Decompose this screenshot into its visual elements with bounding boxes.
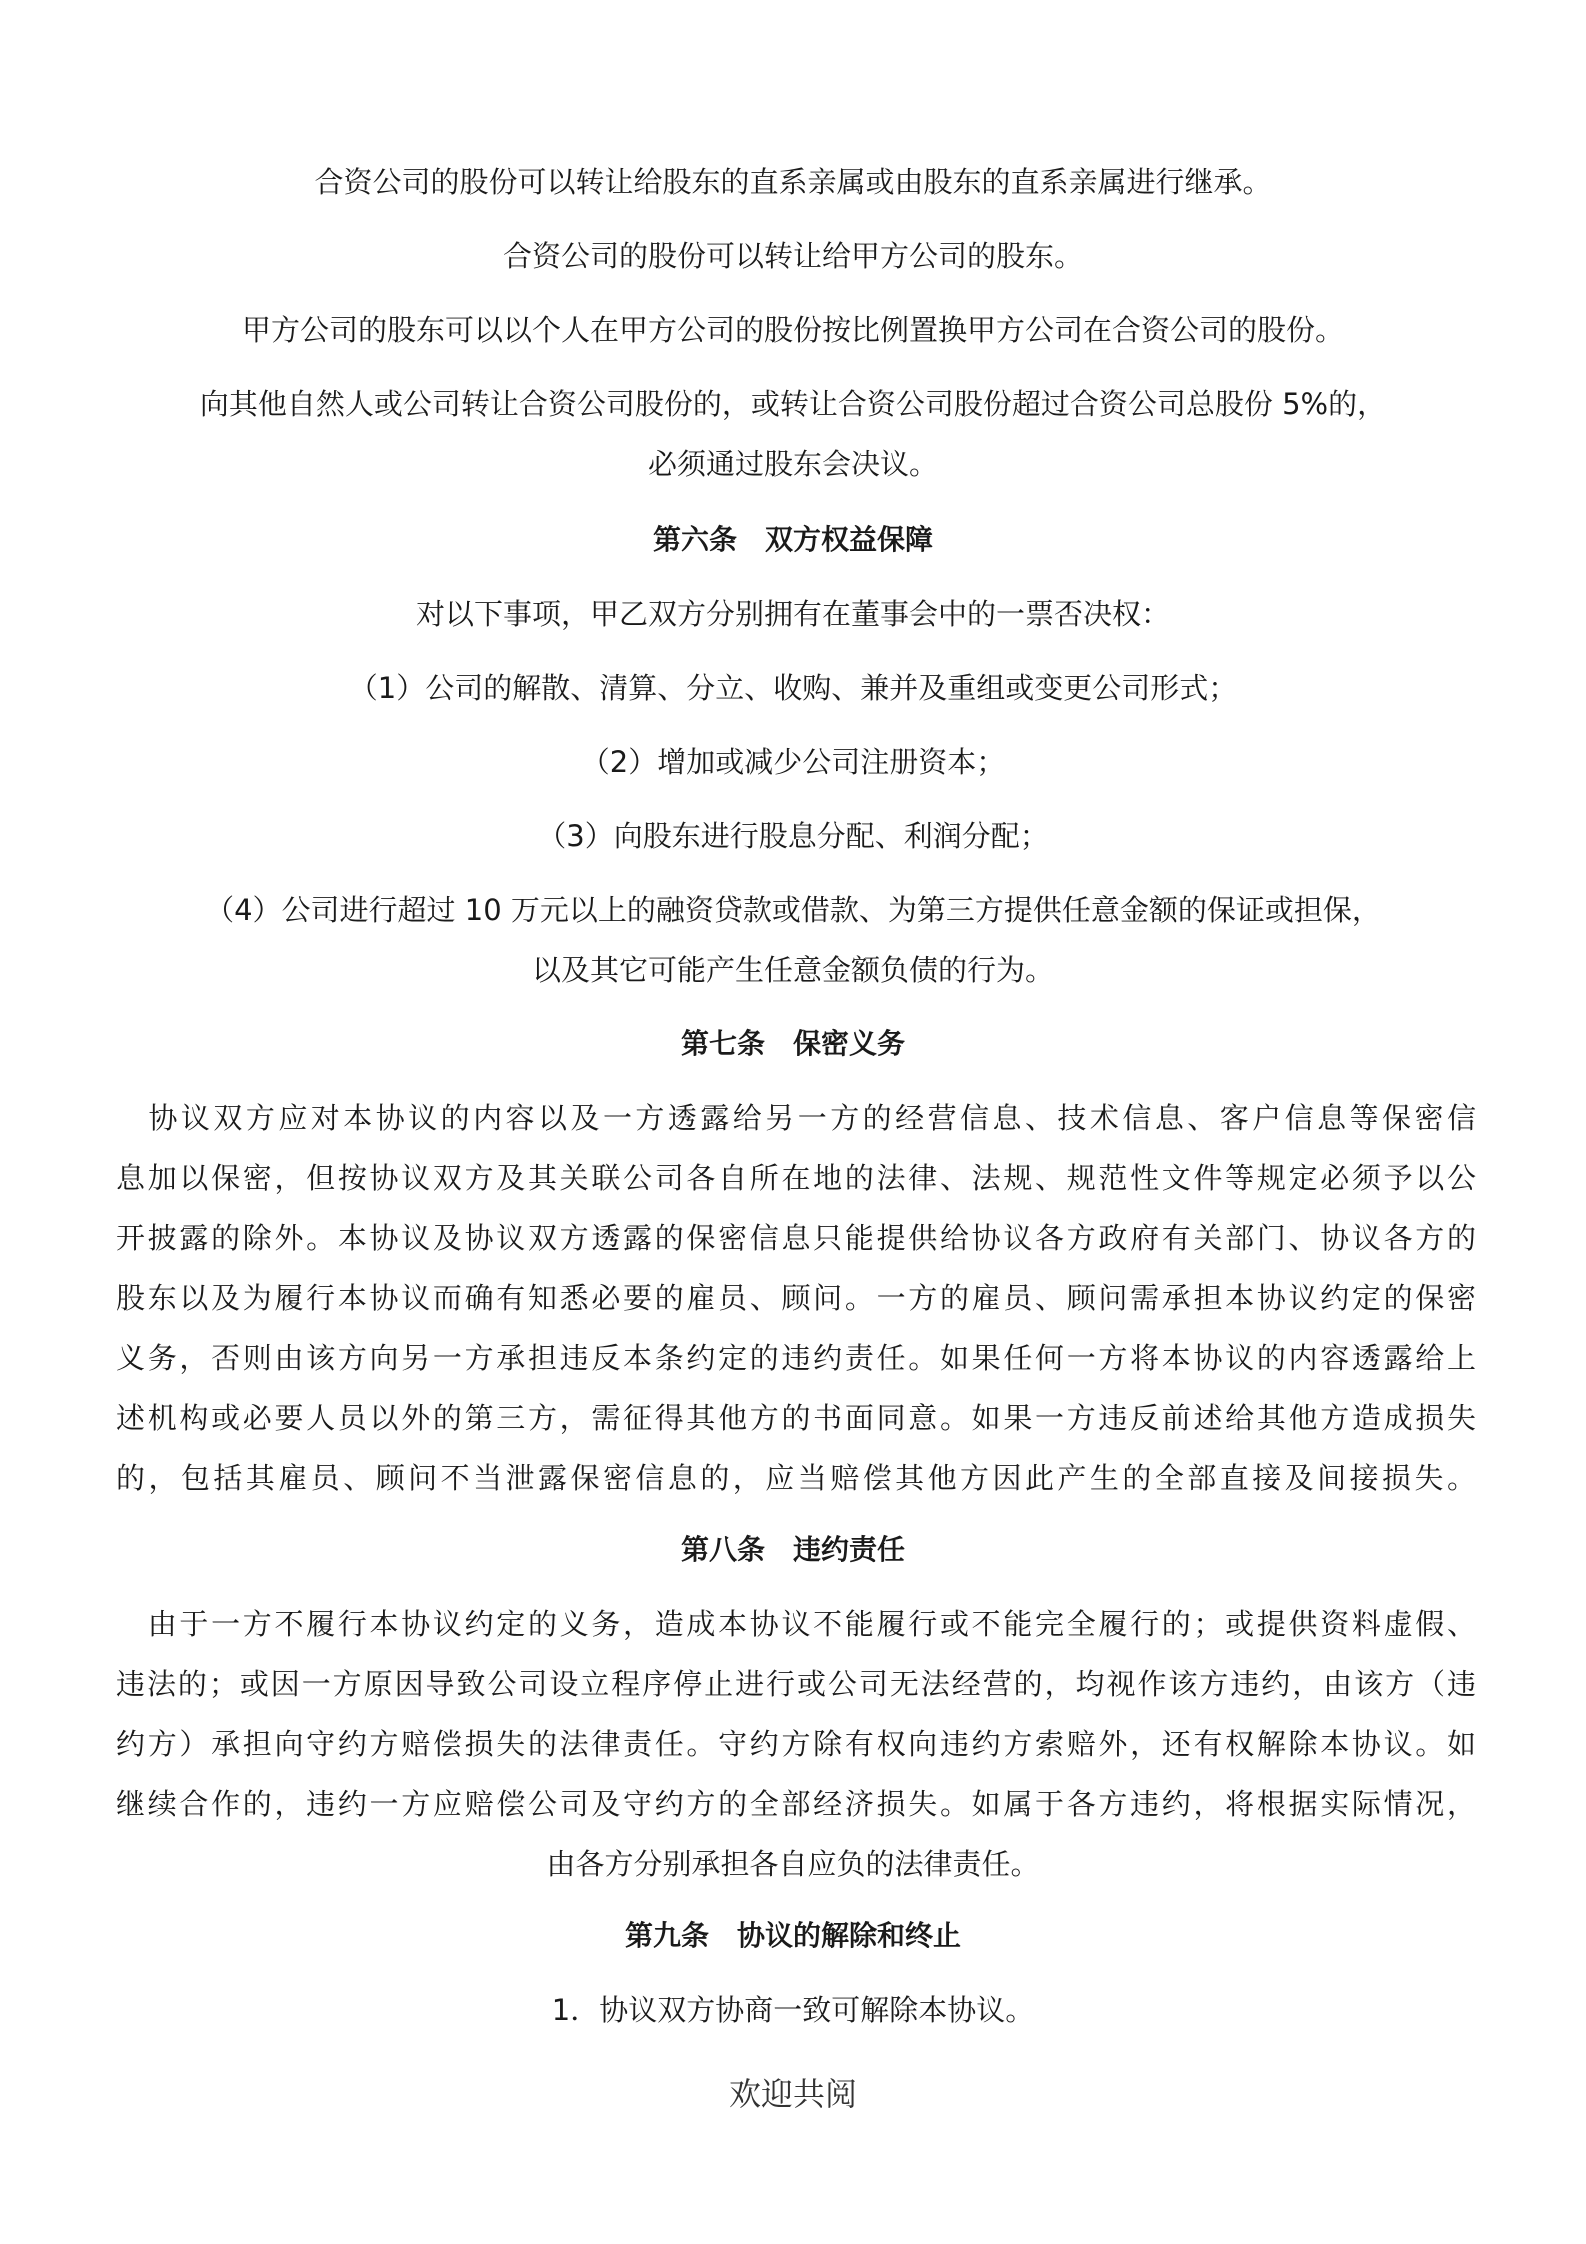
section-heading-rights-protection: 第六条 双方权益保障 — [652, 523, 933, 556]
paragraph-liability-line: 由于一方不履行本协议约定的义务，造成本协议不能履行或不能完全履行的；或提供资料虚假、 — [116, 1607, 1476, 1641]
section-heading-confidentiality: 第七条 保密义务 — [680, 1027, 905, 1060]
paragraph-liability-line: 继续合作的，违约一方应赔偿公司及守约方的全部经济损失。如属于各方违约，将根据实际情况， — [116, 1787, 1476, 1821]
paragraph-share-exchange: 甲方公司的股东可以以个人在甲方公司的股份按比例置换甲方公司在合资公司的股份。 — [241, 313, 1344, 347]
paragraph-confidentiality-line: 协议双方应对本协议的内容以及一方透露给另一方的经营信息、技术信息、客户信息等保密信 — [116, 1101, 1476, 1135]
paragraph-veto-intro: 对以下事项，甲乙双方分别拥有在董事会中的一票否决权： — [415, 597, 1170, 631]
paragraph-confidentiality-line: 开披露的除外。本协议及协议双方透露的保密信息只能提供给协议各方政府有关部门、协议各方的 — [116, 1221, 1476, 1255]
paragraph-liability-line: 违法的；或因一方原因导致公司设立程序停止进行或公司无法经营的，均视作该方违约，由该方（违 — [116, 1667, 1476, 1701]
paragraph-confidentiality-line: 息加以保密，但按协议双方及其关联公司各自所在地的法律、法规、规范性文件等规定必须予以公 — [116, 1161, 1476, 1195]
list-item-veto-4-line2: 以及其它可能产生任意金额负债的行为。 — [531, 953, 1054, 987]
section-heading-liability: 第八条 违约责任 — [680, 1533, 905, 1566]
section-heading-termination: 第九条 协议的解除和终止 — [624, 1919, 961, 1952]
paragraph-liability-last-line: 由各方分别承担各自应负的法律责任。 — [546, 1847, 1040, 1881]
paragraph-share-transfer-others-line2: 必须通过股东会决议。 — [647, 447, 938, 481]
paragraph-confidentiality-line: 的，包括其雇员、顾问不当泄露保密信息的，应当赔偿其他方因此产生的全部直接及间接损失。 — [116, 1461, 1476, 1495]
list-item-veto-3: （3）向股东进行股息分配、利润分配； — [537, 819, 1049, 853]
paragraph-share-transfer-shareholders: 合资公司的股份可以转让给甲方公司的股东。 — [502, 239, 1083, 273]
list-item-veto-1: （1）公司的解散、清算、分立、收购、兼并及重组或变更公司形式； — [348, 671, 1238, 705]
paragraph-liability-line: 约方）承担向守约方赔偿损失的法律责任。守约方除有权向违约方索赔外，还有权解除本协议。如 — [116, 1727, 1476, 1761]
paragraph-share-transfer-family: 合资公司的股份可以转让给股东的直系亲属或由股东的直系亲属进行继承。 — [314, 165, 1272, 199]
paragraph-share-transfer-others-line1: 向其他自然人或公司转让合资公司股份的，或转让合资公司股份超过合资公司总股份 5%的， — [199, 387, 1387, 421]
paragraph-confidentiality-line: 述机构或必要人员以外的第三方，需征得其他方的书面同意。如果一方违反前述给其他方造成损失 — [116, 1401, 1476, 1435]
paragraph-confidentiality-line: 股东以及为履行本协议而确有知悉必要的雇员、顾问。一方的雇员、顾问需承担本协议约定的保密 — [116, 1281, 1476, 1315]
paragraph-confidentiality-line: 义务，否则由该方向另一方承担违反本条约定的违约责任。如果任何一方将本协议的内容透露给上 — [116, 1341, 1476, 1375]
list-item-veto-2: （2）增加或减少公司注册资本； — [580, 745, 1006, 779]
list-item-termination-1: 1．协议双方协商一致可解除本协议。 — [551, 1993, 1035, 2027]
page-footer: 欢迎共阅 — [728, 2075, 857, 2113]
list-item-veto-4-line1: （4）公司进行超过 10 万元以上的融资贷款或借款、为第三方提供任意金额的保证或担保， — [205, 893, 1381, 927]
